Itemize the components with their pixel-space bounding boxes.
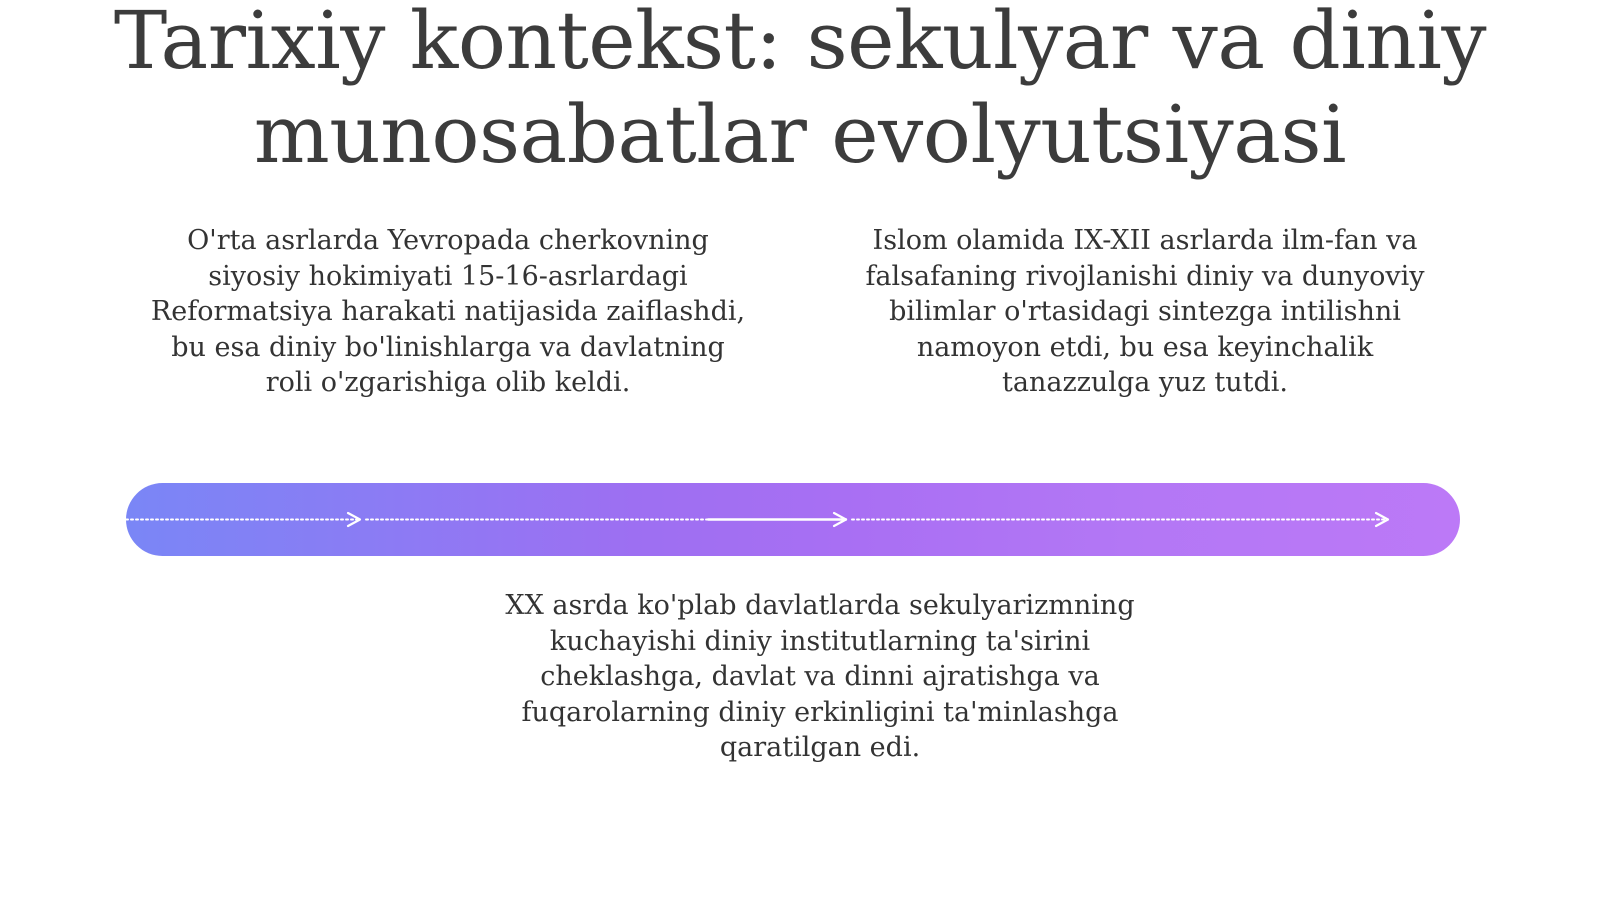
timeline-arrows	[126, 483, 1460, 556]
title-line-1: Tarixiy kontekst: sekulyar va diniy	[113, 0, 1487, 87]
timeline-bar	[126, 483, 1460, 556]
paragraph-medieval-europe: O'rta asrlarda Yevropada cherkovning siyosiy hokimiyati 15-16-asrlardagi Reformatsiya harakati natijasida zaiflashdi, bu esa diniy bo'linishlarga va davlatning roli o'zgarishiga olib keldi.	[150, 225, 746, 398]
title-line-2: munosabatlar evolyutsiyasi	[253, 88, 1347, 181]
slide-title	[0, 0, 1600, 182]
paragraph-twentieth-century: XX asrda ko'plab davlatlarda sekulyarizmning kuchayishi diniy institutlarning ta'sirini cheklashga, davlat va dinni ajratishga va fuqarolarning diniy erkinligini ta'minlashga qaratilgan edi.	[505, 590, 1135, 763]
paragraph-islamic-world: Islom olamida IX-XII asrlarda ilm-fan va falsafaning rivojlanishi diniy va dunyoviy bilimlar o'rtasidagi sintezga intilishni namoyon etdi, bu esa keyinchalik tanazzulga yuz tutdi.	[865, 225, 1425, 398]
